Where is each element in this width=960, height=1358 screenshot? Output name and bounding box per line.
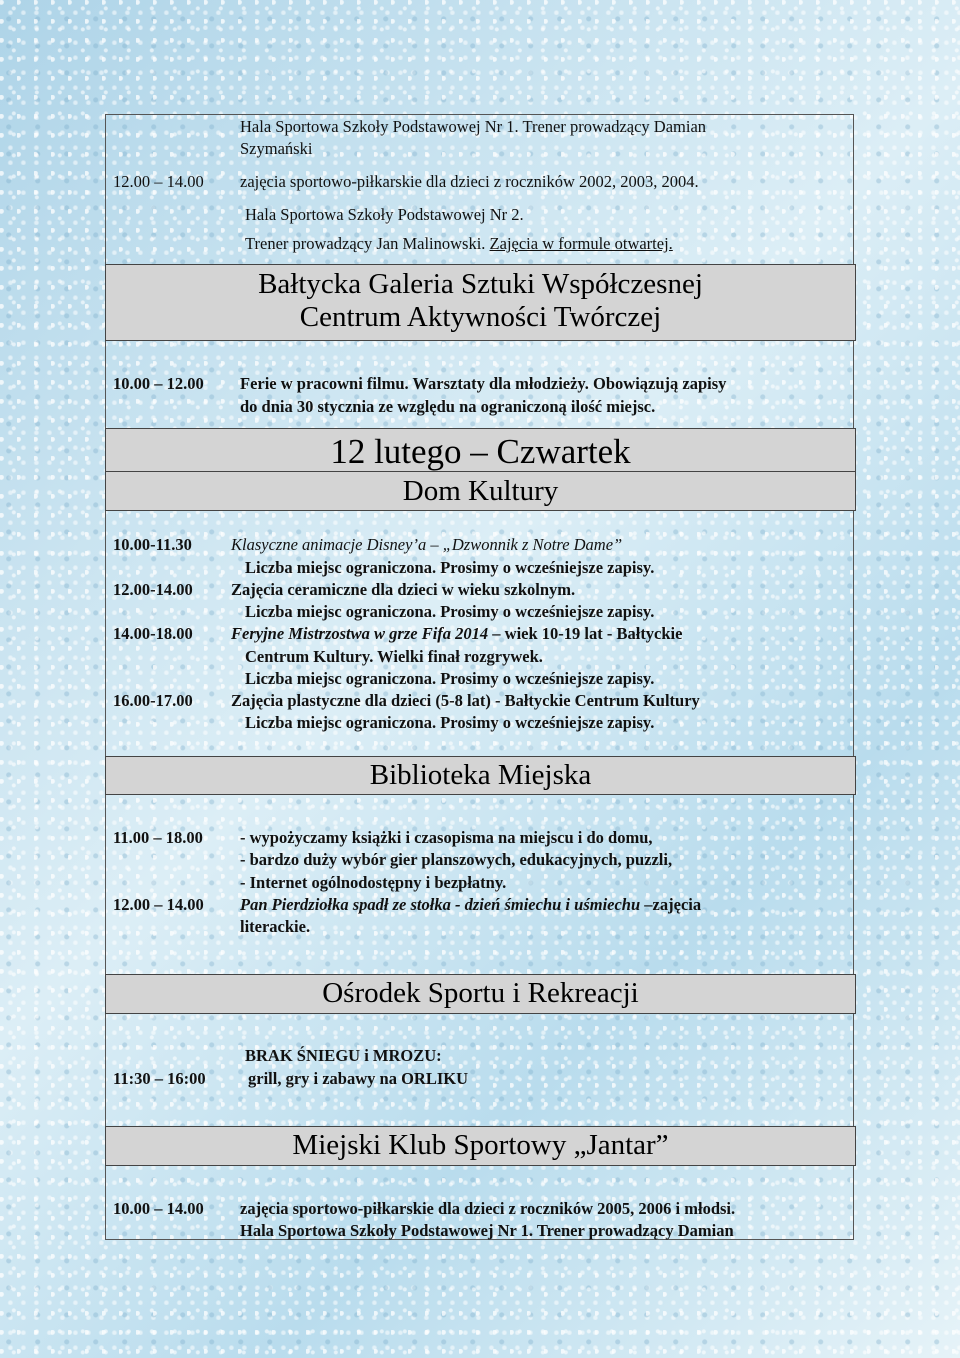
e3-title <box>231 624 682 644</box>
bib-item2: - bardzo duży wybór gier planszowych, edukacyjnych, puzzli, <box>240 850 673 869</box>
e4-note: Liczba miejsc ograniczona. Prosimy o wcześniejsze zapisy. <box>245 713 655 732</box>
e3-line2: Centrum Kultury. Wielki finał rozgrywek. <box>245 647 543 666</box>
jantar-time: 10.00 – 14.00 <box>113 1199 204 1218</box>
e2-title: Zajęcia ceramiczne dla dzieci w wieku szkolnym. <box>231 580 576 599</box>
osrodek-time: 11:30 – 16:00 <box>113 1069 206 1088</box>
e3-time: 14.00-18.00 <box>113 624 193 643</box>
galeria-time: 10.00 – 12.00 <box>113 374 204 393</box>
day-title: 12 lutego – Czwartek <box>330 432 631 471</box>
e3-title-italic: Feryjne Mistrzostwa w grze Fifa 2014 <box>231 624 489 643</box>
e1-time: 10.00-11.30 <box>113 535 192 554</box>
jantar-header <box>105 1126 856 1166</box>
hala1-line2: Szymański <box>240 139 313 158</box>
jantar-title: Miejski Klub Sportowy „Jantar” <box>292 1129 669 1161</box>
osrodek-activity: grill, gry i zabawy na ORLIKU <box>248 1069 469 1088</box>
e4-time: 16.00-17.00 <box>113 691 193 710</box>
e3-title-rest: – wiek 10-19 lat - Bałtyckie <box>488 624 683 643</box>
osrodek-title: Ośrodek Sportu i Rekreacji <box>322 977 639 1009</box>
day-header <box>105 428 856 472</box>
osrodek-header <box>105 974 856 1014</box>
biblioteka-header <box>105 756 856 795</box>
bib-time1: 11.00 – 18.00 <box>113 828 203 847</box>
top-time: 12.00 – 14.00 <box>113 172 204 191</box>
trener-text: Trener prowadzący Jan Malinowski. <box>245 234 486 253</box>
e1-note: Liczba miejsc ograniczona. Prosimy o wcześniejsze zapisy. <box>245 558 655 577</box>
e1-title: Klasyczne animacje Disney’a – „Dzwonnik z Notre Dame” <box>231 535 623 554</box>
e2-time: 12.00-14.00 <box>113 580 193 599</box>
e3-note: Liczba miejsc ograniczona. Prosimy o wcześniejsze zapisy. <box>245 669 655 688</box>
dom-kultury-header <box>105 471 856 511</box>
bib-item1: - wypożyczamy książki i czasopisma na miejscu i do domu, <box>240 828 653 847</box>
bib-event-line2: literackie. <box>240 917 311 936</box>
osrodek-notice: BRAK ŚNIEGU i MROZU: <box>245 1046 442 1065</box>
hala2-line: Hala Sportowa Szkoły Podstawowej Nr 2. <box>245 205 524 224</box>
e4-title: Zajęcia plastyczne dla dzieci (5-8 lat) - Bałtyckie Centrum Kultury <box>231 691 700 710</box>
jantar-activity: zajęcia sportowo-piłkarskie dla dzieci z roczników 2005, 2006 i młodsi. <box>240 1199 736 1218</box>
galeria-desc-line1: Ferie w pracowni filmu. Warsztaty dla młodzieży. Obowiązują zapisy <box>240 374 727 393</box>
biblioteka-title: Biblioteka Miejska <box>369 759 592 791</box>
trener-line <box>245 234 673 254</box>
bib-event-italic: Pan Pierdziołka spadł ze stołka - dzień śmiechu i uśmiechu <box>240 895 641 914</box>
hala1-line1: Hala Sportowa Szkoły Podstawowej Nr 1. Trener prowadzący Damian <box>240 117 707 136</box>
galeria-desc-line2: do dnia 30 stycznia ze względu na ograniczoną ilość miejsc. <box>240 397 656 416</box>
dom-kultury-title: Dom Kultury <box>402 475 559 507</box>
galeria-title-line1: Bałtycka Galeria Sztuki Współczesnej <box>258 268 703 300</box>
jantar-hala: Hala Sportowa Szkoły Podstawowej Nr 1. Trener prowadzący Damian <box>240 1221 734 1240</box>
formula-text: Zajęcia w formule otwartej. <box>489 234 673 253</box>
bib-item3: - Internet ogólnodostępny i bezpłatny. <box>240 873 507 892</box>
bib-event-rest: –zajęcia <box>640 895 702 914</box>
galeria-title-line2: Centrum Aktywności Twórczej <box>299 301 662 334</box>
bib-event <box>240 895 701 915</box>
e2-note: Liczba miejsc ograniczona. Prosimy o wcześniejsze zapisy. <box>245 602 655 621</box>
top-activity: zajęcia sportowo-piłkarskie dla dzieci z roczników 2002, 2003, 2004. <box>240 172 699 191</box>
galeria-header <box>105 264 856 341</box>
bib-time2: 12.00 – 14.00 <box>113 895 204 914</box>
